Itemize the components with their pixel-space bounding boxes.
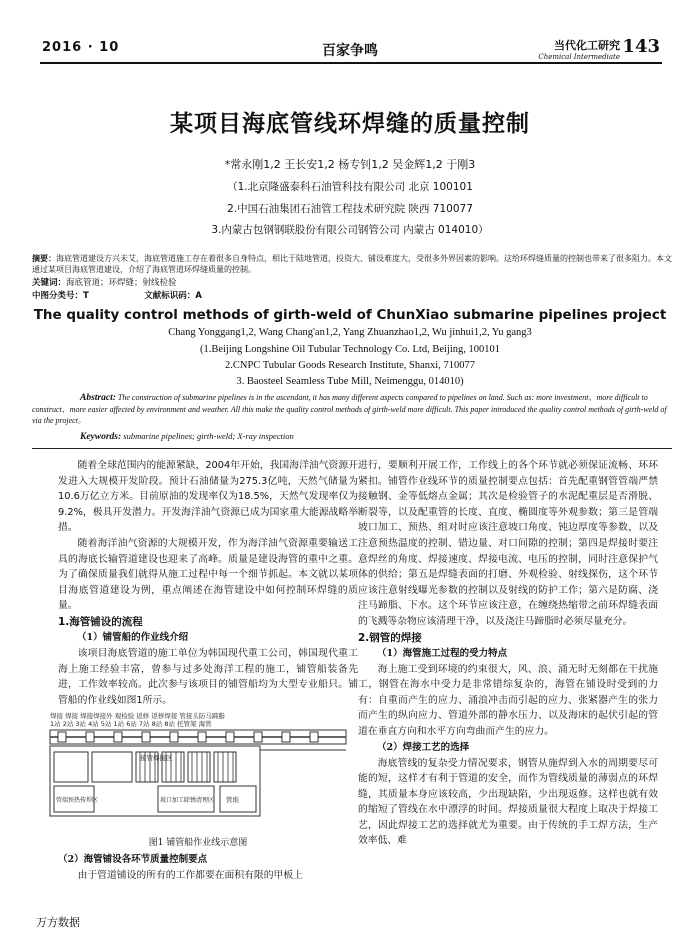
affiliation-cn-2: 2.中国石油集团石油管工程技术研究院 陕西 710077 bbox=[227, 203, 473, 215]
fig-label-receive: 接管焊接区 bbox=[140, 754, 173, 763]
keywords-cn-text: 海底管道；环焊缝；射线检验 bbox=[66, 278, 177, 288]
figure-caption: 图1 铺管船作业线示意图 bbox=[148, 837, 248, 848]
affiliation-en-2: 2.CNPC Tubular Goods Research Institute, Shanxi, 710077 bbox=[225, 360, 475, 371]
keywords-en bbox=[80, 431, 294, 442]
affiliation-en-1: (1.Beijing Longshine Oil Tubular Technology Co. Ltd, Beijing, 100101 bbox=[199, 344, 501, 355]
subsection-heading: （2）海管铺设各环节质量控制要点 bbox=[58, 853, 208, 865]
clc-value: T bbox=[83, 291, 89, 301]
authors-en: Chang Yonggang1,2, Wang Chang'an1,2, Yang Zhuanzhao1,2, Wu jinhui1,2, Yu gang3 bbox=[168, 327, 532, 338]
clc-label: 中图分类号： bbox=[32, 291, 84, 301]
pipelay-diagram bbox=[48, 710, 348, 830]
issue-number: 2016 · 10 bbox=[42, 40, 120, 55]
abstract-cn-text: 海底管道建设方兴未艾，海底管道施工存在着很多自身特点，相比于陆地管道，投资大、铺设难度大，受很多外界因素的影响。这给环焊缝质量的控制也带来了很多阻力。本文通过某项目海底管道建设，介绍了海底管道环焊缝质量的控制。 bbox=[32, 254, 672, 274]
affiliation-en-3: 3. Baosteel Seamless Tube Mill, Neimenggu, 014010) bbox=[236, 376, 464, 387]
keywords-cn bbox=[32, 276, 177, 288]
header-rule bbox=[40, 62, 662, 64]
page-number: 143 bbox=[622, 36, 660, 57]
paragraph: 海底管线的复杂受力情况要求，钢管从施焊到入水的周期要尽可能的短，这样才有利于管道的安全，而作为管线质量的薄弱点的环焊缝，其质量本身应该较高，少出现缺陷，少出现返修。这样也就有效的缩短了管线在水中漂浮的时间。焊接质量很大程度上取决于焊接工艺，因此焊接工艺的选择就尤为重要。由于传统的手工焊方法，生产效率低、难 bbox=[358, 757, 658, 847]
right-column bbox=[358, 458, 658, 849]
fig-label-bevel: 管端预热传焊区 bbox=[56, 797, 99, 805]
doc-code-value: A bbox=[195, 291, 202, 301]
keywords-cn-label: 关键词： bbox=[32, 278, 67, 288]
paragraph: 海上施工受到环境的约束很大，风、浪、涌无时无刻都在干扰施工，钢管在海水中受力是非常错综复杂的，海管在铺设时受到的力有：自重而产生的应力、涌浪冲击而引起的应力、张紧器产生的张力而产生的纵向应力、管道外部的静水压力、以及海床的起伏引起的管道在垂直方向和水平方向弯曲而产生的应力。 bbox=[358, 663, 658, 737]
section-heading: 1.海管铺设的流程 bbox=[58, 615, 143, 628]
affiliation-cn-3: 3.内蒙古包钢钢联股份有限公司钢管公司 内蒙古 014010） bbox=[211, 224, 489, 236]
paragraph: 进行，要顺利开展工作，工作线上的各个环节就必须保证流畅、环环紧扣。铺管作业线环节的质量控制要点包括：首先配重钢管管端严禁接触钢、金等低熔点金属；其次是检验管子的水泥配重层是否滑脱、断裂等，以及配重管的长度、直度、椭圆度等外观参数；第三是管端坡口加工、预热、组对时应该注意坡口角度、钝边厚度等参数，以及注意预热温度的控制、错边量、对口间隙的控制；第四是焊接时要注意焊丝的角度、焊接速度、焊接电流、电压的控制，同时注意保护气体的供给；第五是焊缝表面的打磨、外观检验、射线探伤，这个环节应该注意射线曝光参数的控制以及射线的防护工作；第六是防腐、浇注马蹄脂、下水。这个环节应该注意，在缠绕热缩带之前环焊缝表面的飞溅等杂物应该清理干净，以及浇注马蹄脂时必须尽量充分。 bbox=[358, 460, 658, 627]
abstract-en-label: Abstract: bbox=[80, 393, 116, 403]
classification-cn bbox=[32, 289, 202, 301]
subsection-heading: （1）铺管船的作业线介绍 bbox=[77, 631, 189, 643]
keywords-en-text: submarine pipelines; girth-weld; X-ray inspection bbox=[123, 431, 294, 441]
paragraph: 由于管道铺设的所有的工作都要在面积有限的甲板上 bbox=[77, 869, 303, 881]
subsection-heading: （1）海管施工过程的受力特点 bbox=[377, 647, 508, 659]
journal-name-en: Chemical Intermediate bbox=[538, 53, 620, 61]
article-title-en: The quality control methods of girth-weld of ChunXiao submarine pipelines project bbox=[33, 307, 667, 323]
footer-watermark: 万方数据 bbox=[36, 916, 80, 929]
paragraph: 随着全球范围内的能源紧缺，2004年开始，我国海洋油气资源开发进入大规模开发阶段。预计石油储量为275.3亿吨，天然气储量为10.6万亿立方米。目前原油的发现率仅为18.5%，天然气发现率仅为9.2%，极具开发潜力。开发海洋油气资源已成为国家重大能源战略举措。 bbox=[58, 460, 358, 534]
fig-label-pile: 管堆 bbox=[226, 796, 239, 805]
abstract-en-text: The construction of submarine pipelines is in the ascendant, it has many different aspects compared to pipelines on land. Such as: more investment、more difficult to construct、more easier affected by environment and weather. All this make the quality control methods of girth-weld more difficult. This paper introduced the quality control methods of girth-weld of via the project。 bbox=[32, 393, 667, 425]
fig-label-top: 焊接 焊接 焊接焊接外 观检验 返修 返修焊接 管接头防马蹄脂 bbox=[50, 712, 225, 721]
abstract-en bbox=[32, 392, 672, 426]
authors-cn: *常永刚1,2 王长安1,2 杨专钊1,2 吴金辉1,2 于刚3 bbox=[224, 158, 476, 171]
abstract-cn bbox=[32, 253, 672, 275]
doc-code-label: 文献标识码： bbox=[144, 291, 196, 301]
article-title-cn: 某项目海底管线环焊缝的质量控制 bbox=[170, 111, 530, 137]
fig-label-stations: 1站 2站 3站 4站 5站 1站 6站 7站 8站 8站 托管架 海管 bbox=[50, 720, 212, 729]
column-name: 百家争鸣 bbox=[322, 43, 378, 59]
left-column bbox=[50, 458, 358, 883]
figure-1 bbox=[48, 710, 348, 851]
journal-name-cn: 当代化工研究 bbox=[554, 39, 620, 52]
section-rule bbox=[32, 448, 672, 449]
subsection-heading: （2）焊接工艺的选择 bbox=[377, 741, 470, 753]
affiliation-cn-1: （1.北京隆盛泰科石油管科技有限公司 北京 100101 bbox=[227, 181, 473, 193]
journal-name bbox=[538, 37, 620, 61]
paragraph: 随着海洋油气资源的大规模开发，作为海洋油气资源重要输送工具的海底长输管道建设也迎来了高峰。质量是建设海管的重中之重。为了确保质量我们就得从施工过程中每一个细节抓起。本文就以某项目海底管道建设为例，重点阐述在海管建设中如何控制环焊缝的质量。 bbox=[58, 537, 358, 612]
paragraph: 该项目海底管道的施工单位为韩国现代重工公司，韩国现代重工海上施工经验丰富，曾参与过多处海洋工程的施工，铺管船装备先进，工作效率较高。此次参与该项目的铺管船均为大型专业船只。铺管船的作业线如图1所示。 bbox=[58, 647, 358, 706]
keywords-en-label: Keywords: bbox=[80, 432, 122, 442]
section-heading: 2.钢管的焊接 bbox=[358, 631, 422, 644]
fig-label-coating: 坡口加工除锈清理区 bbox=[160, 797, 215, 805]
abstract-cn-label: 摘要： bbox=[32, 254, 56, 263]
